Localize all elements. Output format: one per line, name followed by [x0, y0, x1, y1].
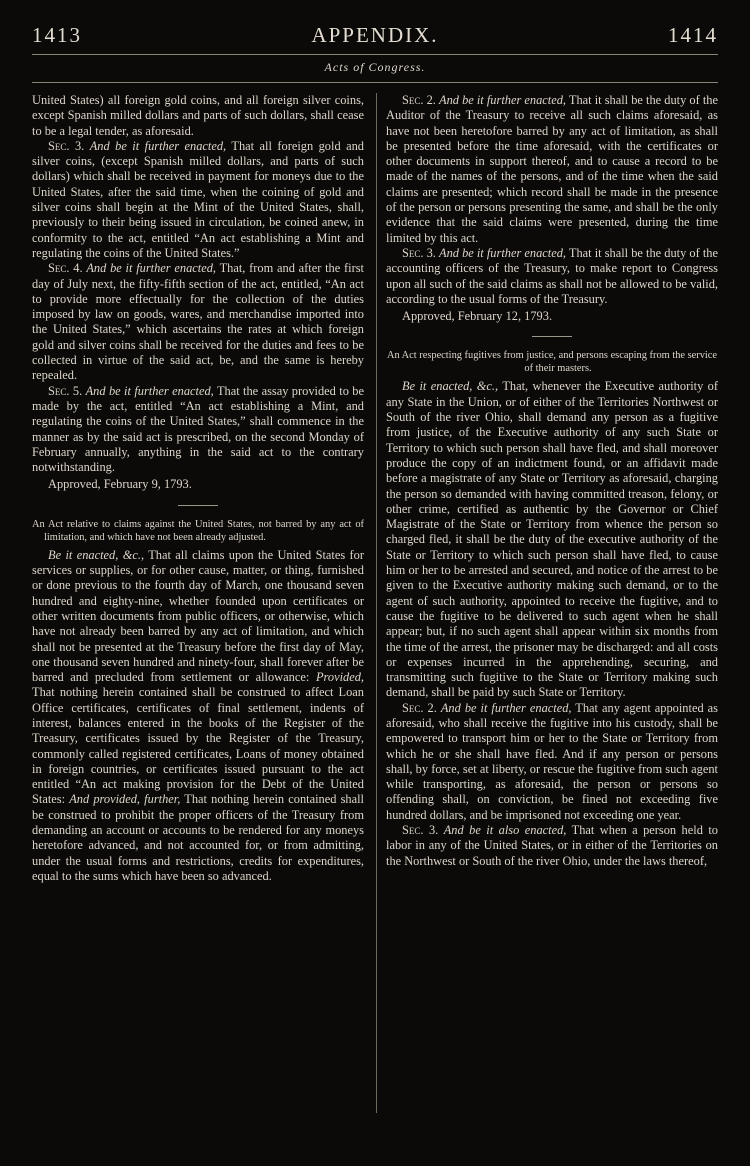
section-3b: [386, 823, 718, 869]
section-separator: [178, 505, 218, 506]
enacting-clause: And be it further enacted,: [440, 700, 572, 715]
left-page-number: 1413: [32, 22, 82, 47]
header-rule: [32, 54, 718, 55]
enacting-clause: And be it further enacted,: [85, 383, 214, 398]
proviso: And provided, further,: [69, 792, 181, 807]
section-5: [32, 384, 364, 476]
section-label: Sec. 2.: [402, 700, 437, 715]
left-column: [32, 93, 364, 884]
section-3: [32, 139, 364, 261]
section-text: That all foreign gold and silver coins, (except Spanish milled dollars, and parts of such dollars) which shall be received in payment for moneys due to the United States, after the said time, when the coining of gold and silver coins shall begin at the Mint of the United States, shall, previously to their being issued in circulation, be coined anew, in conformity to the act, entitled “An act establishing a Mint and regulating the coins of the United States.”: [32, 138, 364, 260]
page-header: [32, 20, 718, 50]
act-body: [386, 379, 718, 700]
section-text: That the assay provided to be made by the act, entitled “An act establishing a Mint, and regulating the coins of the United States,” shall commence in the manner as by the said act is prescribed, on the second Monday of February annually, anything in the said act to the contrary notwithstanding.: [32, 383, 364, 475]
enacting-clause: And be it further enacted,: [439, 245, 567, 260]
section-label: Sec. 2.: [402, 93, 436, 107]
section-separator: [532, 336, 572, 337]
page-title: APPENDIX.: [311, 22, 439, 47]
section-label: Sec. 3.: [402, 245, 436, 260]
column-divider: [376, 93, 377, 1113]
approval-date: Approved, February 9, 1793.: [48, 477, 192, 492]
section-label: Sec. 3.: [48, 138, 85, 153]
running-subtitle: Acts of Congress.: [324, 60, 426, 74]
act-title: An Act respecting fugitives from justice, and persons escaping from the service of their masters.: [386, 350, 718, 375]
section-label: Sec. 3.: [402, 823, 439, 838]
act-text: That, whenever the Executive authority of any State in the Union, or of either of the Territories Northwest or South of the river Ohio, shall demand any person as a fugitive from justice, of the Executive authority of any such State or Territory to which such person shall have fled, and shall moreover produce the copy of an indictment found, or an affidavit made before a magistrate of any State or Territory as aforesaid, charging the person so demanded with having committed treason, felony, or other crime, certified as authentic by the Governor or Chief Magistrate of the State or Territory from whence the person so charged fled, it shall be the duty of the executive authority of the State or Territory to which such person shall have fled, to cause him or her to be arrested and secured, and notice of the arrest to be given to the Executive authority making such demand, or to the agent of such authority, appointed to receive the fugitive, and to cause the fugitive to be delivered to such agent when he shall appear; but, if no such agent shall appear within six months from the time of the arrest, the prisoner may be discharged: and all costs or expenses incurred in the apprehending, securing, and transmitting such fugitive to the State or Territory making such demand, shall be paid by such State or Territory.: [386, 379, 719, 700]
proviso: Provided,: [315, 670, 364, 685]
right-column: [386, 93, 718, 869]
approval-date: Approved, February 12, 1793.: [402, 309, 553, 324]
subtitle-rule: [32, 82, 718, 83]
act-body: [32, 548, 364, 885]
section-4: [32, 261, 364, 383]
section-2b: [386, 701, 718, 823]
enacting-clause: Be it enacted, &c.,: [48, 547, 145, 562]
section-3: [386, 246, 718, 307]
enacting-clause: And be it further enacted,: [439, 93, 567, 107]
enacting-clause: And be it further enacted,: [89, 138, 227, 153]
act-text: That all claims upon the United States for services or supplies, or for other cause, matter, or thing, furnished or done previous to the fourth day of March, one thousand seven hundred and eighty-nine, whether founded upon certificates or other written documents from public officers, or otherwise, which have not already been barred by any act of limitation, and which shall not be presented at the Treasury before the first day of May, one thousand seven hundred and ninety-four, shall forever after be barred and precluded from settlement or allowance:: [32, 547, 364, 685]
act-text: That nothing herein contained shall be construed to prohibit the proper officers of the Treasury from demanding an account or accounts to be rendered for any moneys heretofore advanced, and not accounted for, or from admitting, under the usual forms and restrictions, credits for expenditures, equal to the sums which have been so advanced.: [32, 792, 364, 883]
act-title: An Act relative to claims against the United States, not barred by any act of limitation, and which have not been already adjusted.: [32, 518, 364, 543]
section-text: That, from and after the first day of July next, the fifty-fifth section of the act, entitled, “An act to provide more effectually for the collection of the duties imposed by law on goods, wares, and merchandise imported into the United States,” which ascertains the rates at which foreign gold and silver coins shall be received for the duties and fees to be collected in virtue of the said act, be, and the same is hereby repealed.: [32, 261, 364, 383]
paragraph-continuation: United States) all foreign gold coins, and all foreign silver coins, except Spanish milled dollars and parts of such dollars, shall cease to be a legal tender, as aforesaid.: [32, 93, 364, 138]
section-2: [386, 93, 718, 246]
act-text: That nothing herein contained shall be construed to affect Loan Office certificates, certificates of final settlement, indents of interest, balances entered in the books of the Register of the Treasury, certificates issued by the Register of the Treasury, commonly called registered certificates, Loans of money obtained in foreign countries, or certificates issued pursuant to the act entitled “An act making provision for the Debt of the United States:: [32, 685, 364, 807]
right-page-number: 1414: [668, 22, 718, 47]
enacting-clause: Be it enacted, &c.,: [402, 379, 499, 394]
enacting-clause: And be it further enacted,: [86, 261, 217, 276]
enacting-clause: And be it also enacted,: [443, 823, 567, 838]
section-label: Sec. 4.: [48, 261, 83, 276]
section-text: That any agent appointed as aforesaid, who shall receive the fugitive into his custody, shall be empowered to transport him or her to the State or Territory from which he or she shall have fled. And if any person or persons shall, by force, set at liberty, or rescue the fugitive from such agent while transporting, as aforesaid, the person or persons so offending shall, on conviction, be fined not exceeding five hundred dollars, and be imprisoned not exceeding one year.: [386, 700, 718, 822]
section-text: That it shall be the duty of the accounting officers of the Treasury, to make report to Congress upon all such of the said claims as shall not be allowed to be valid, according to the usual forms of the Treasury.: [386, 245, 718, 306]
section-text: That it shall be the duty of the Auditor of the Treasury to receive all such claims aforesaid, as have not been heretofore barred by any act of limitation, as shall be presented before the time aforesaid, with the certificates or other documents in support thereof, and to cause a record to be made of the names of the persons, and of the time when the said claims are presented; which record shall be made in the presence of the person or persons presenting the same, and shall be the only evidence that the said claims were presented, during the time limited by this act.: [386, 93, 718, 245]
section-label: Sec. 5.: [48, 383, 83, 398]
section-text: That when a person held to labor in any of the United States, or in either of the Territories on the Northwest or South of the river Ohio, under the laws thereof,: [386, 823, 718, 868]
